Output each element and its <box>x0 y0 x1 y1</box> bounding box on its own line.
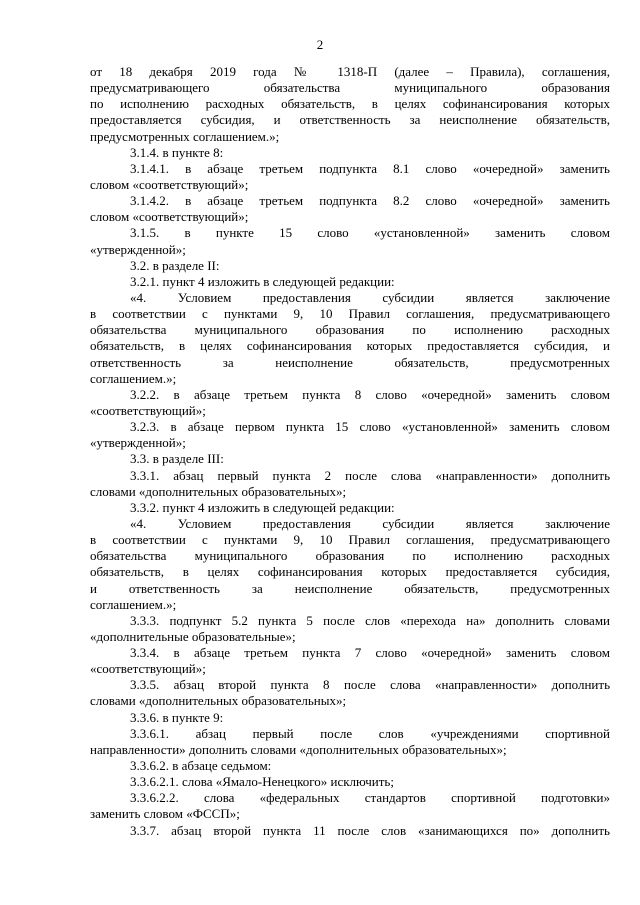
text-line: 3.3.3. подпункт 5.2 пункта 5 после слов «перехода на» дополнить словами <box>130 612 610 628</box>
text-line: обязательств, в целях софинансирования которых предоставляется субсидия, <box>90 564 610 580</box>
text-line: 3.3.1. абзац первый пункта 2 после слова «направленности» дополнить <box>130 467 610 483</box>
text-line: «утвержденной»; <box>90 435 186 451</box>
text-line: 3.2.2. в абзаце третьем пункта 8 слово «очередной» заменить словом <box>130 386 610 402</box>
text-line: 3.1.4.2. в абзаце третьем подпункта 8.2 слово «очередной» заменить <box>130 193 610 209</box>
document-body <box>90 64 610 839</box>
text-line: от 18 декабря 2019 года № 1318-П (далее – Правила), соглашения, <box>90 64 610 79</box>
text-line: в соответствии с пунктами 9, 10 Правил соглашения, предусматривающего <box>90 532 610 548</box>
text-line: предоставляется субсидия, и ответственность за неисполнение обязательств, <box>90 112 610 128</box>
text-line: и ответственность за неисполнение обязательств, предусмотренных <box>90 580 610 596</box>
text-line: обязательств, в целях софинансирования которых предоставляется субсидия, и <box>90 338 610 354</box>
text-line: 3.2.1. пункт 4 изложить в следующей редакции: <box>130 273 395 289</box>
text-line: 3.3.6. в пункте 9: <box>130 709 224 725</box>
text-line: 3.1.4.1. в абзаце третьем подпункта 8.1 слово «очередной» заменить <box>130 160 610 176</box>
page-number: 2 <box>316 37 324 52</box>
text-line: «4. Условием предоставления субсидии является заключение <box>130 515 610 531</box>
text-line: 3.3.6.2.2. слова «федеральных стандартов спортивной подготовки» <box>130 790 610 806</box>
text-line: заменить словом «ФССП»; <box>90 806 240 822</box>
text-line: словом «соответствующий»; <box>90 176 249 192</box>
text-line: по исполнению расходных обязательств, в целях софинансирования которых <box>90 96 610 112</box>
text-line: 3.1.4. в пункте 8: <box>130 144 224 160</box>
text-line: 3.3.2. пункт 4 изложить в следующей редакции: <box>130 499 395 515</box>
text-line: 3.3.7. абзац второй пункта 11 после слов «занимающихся по» дополнить <box>130 822 610 838</box>
text-line: предусматривающего обязательства муниципального образования <box>90 80 610 96</box>
text-line: 3.3.6.1. абзац первый после слов «учреждениями спортивной <box>130 725 610 741</box>
text-line: «соответствующий»; <box>90 402 206 418</box>
text-line: обязательства муниципального образования по исполнению расходных <box>90 322 610 338</box>
text-line: словами «дополнительных образовательных»; <box>90 693 347 709</box>
text-line: 3.3.6.2. в абзаце седьмом: <box>130 758 272 774</box>
text-line: 3.3.4. в абзаце третьем пункта 7 слово «очередной» заменить словом <box>130 645 610 661</box>
text-line: «4. Условием предоставления субсидии является заключение <box>130 289 610 305</box>
text-line: предусмотренных соглашением.»; <box>90 128 280 144</box>
text-line: обязательства муниципального образования по исполнению расходных <box>90 548 610 564</box>
text-line: соглашением.»; <box>90 370 177 386</box>
text-line: 3.2.3. в абзаце первом пункта 15 слово «установленной» заменить словом <box>130 419 610 435</box>
text-line: соглашением.»; <box>90 596 177 612</box>
text-line: 3.1.5. в пункте 15 слово «установленной» заменить словом <box>130 225 610 241</box>
text-line: «утвержденной»; <box>90 241 186 257</box>
text-line: «дополнительные образовательные»; <box>90 628 296 644</box>
text-line: 3.3.5. абзац второй пункта 8 после слова «направленности» дополнить <box>130 677 610 693</box>
text-line: словом «соответствующий»; <box>90 209 249 225</box>
text-line: «соответствующий»; <box>90 661 206 677</box>
text-line: в соответствии с пунктами 9, 10 Правил соглашения, предусматривающего <box>90 306 610 322</box>
text-line: 3.3. в разделе III: <box>130 451 224 467</box>
text-line: направленности» дополнить словами «дополнительных образовательных»; <box>90 741 507 757</box>
text-line: 3.2. в разделе II: <box>130 257 220 273</box>
text-line: ответственность за неисполнение обязательств, предусмотренных <box>90 354 610 370</box>
text-line: словами «дополнительных образовательных»; <box>90 483 347 499</box>
text-line: 3.3.6.2.1. слова «Ямало-Ненецкого» исключить; <box>130 774 394 790</box>
